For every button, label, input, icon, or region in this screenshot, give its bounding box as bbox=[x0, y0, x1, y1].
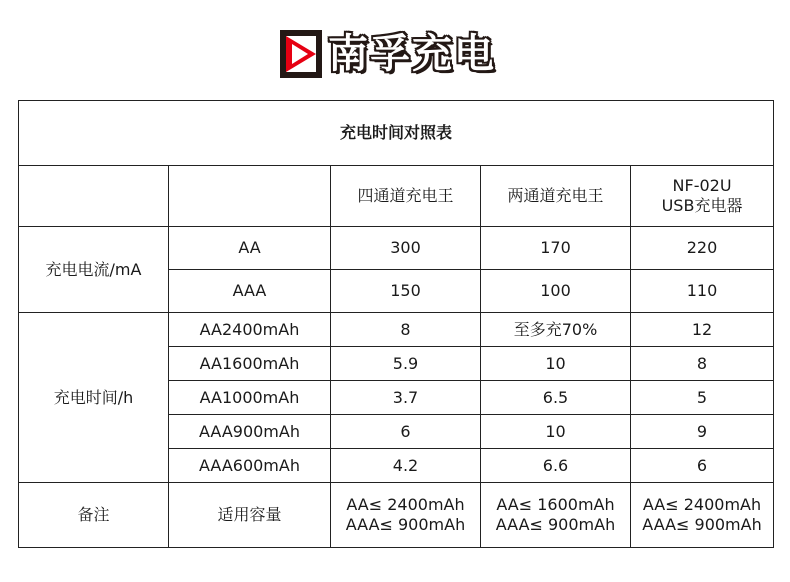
group-label-current: 充电电流/mA bbox=[19, 227, 169, 313]
value-cell: 10 bbox=[481, 415, 631, 449]
capacity-line: AA≤ 2400mAh bbox=[346, 495, 465, 514]
value-cell: 6.6 bbox=[481, 449, 631, 483]
battery-type-cell: AA1600mAh bbox=[169, 347, 331, 381]
column-header-line: USB充电器 bbox=[661, 196, 743, 215]
value-cell: 9 bbox=[631, 415, 774, 449]
battery-type-cell: AA2400mAh bbox=[169, 313, 331, 347]
value-cell: 12 bbox=[631, 313, 774, 347]
value-cell: 至多充70% bbox=[481, 313, 631, 347]
battery-type-cell: AAA600mAh bbox=[169, 449, 331, 483]
brand-mark-icon bbox=[278, 28, 324, 80]
table-row bbox=[19, 227, 774, 270]
value-cell: 4.2 bbox=[331, 449, 481, 483]
battery-type-cell: AAA bbox=[169, 270, 331, 313]
value-cell: 8 bbox=[331, 313, 481, 347]
table-row bbox=[19, 313, 774, 347]
value-cell: 220 bbox=[631, 227, 774, 270]
capacity-cell bbox=[631, 483, 774, 548]
battery-type-cell: AAA900mAh bbox=[169, 415, 331, 449]
column-header: 四通道充电王 bbox=[331, 166, 481, 227]
table-header-row bbox=[19, 166, 774, 227]
value-cell: 110 bbox=[631, 270, 774, 313]
group-label-time: 充电时间/h bbox=[19, 313, 169, 483]
group-label-note: 备注 bbox=[19, 483, 169, 548]
table-row bbox=[19, 483, 774, 548]
value-cell: 5.9 bbox=[331, 347, 481, 381]
column-header bbox=[631, 166, 774, 227]
value-cell: 300 bbox=[331, 227, 481, 270]
value-cell: 150 bbox=[331, 270, 481, 313]
column-header: 两通道充电王 bbox=[481, 166, 631, 227]
capacity-cell bbox=[331, 483, 481, 548]
capacity-line: AA≤ 2400mAh bbox=[642, 495, 762, 514]
capacity-cell bbox=[481, 483, 631, 548]
value-cell: 6.5 bbox=[481, 381, 631, 415]
table-title: 充电时间对照表 bbox=[19, 101, 774, 166]
battery-type-cell: AA1000mAh bbox=[169, 381, 331, 415]
brand-logo bbox=[278, 26, 512, 82]
capacity-line: AAA≤ 900mAh bbox=[495, 515, 616, 534]
value-cell: 10 bbox=[481, 347, 631, 381]
value-cell: 6 bbox=[331, 415, 481, 449]
value-cell: 8 bbox=[631, 347, 774, 381]
capacity-line: AAA≤ 900mAh bbox=[345, 515, 466, 534]
battery-type-cell: 适用容量 bbox=[169, 483, 331, 548]
value-cell: 100 bbox=[481, 270, 631, 313]
capacity-line: AAA≤ 900mAh bbox=[642, 515, 762, 534]
battery-type-cell: AA bbox=[169, 227, 331, 270]
header-empty-2 bbox=[169, 166, 331, 227]
column-header-line: NF-02U bbox=[672, 176, 732, 195]
value-cell: 5 bbox=[631, 381, 774, 415]
value-cell: 170 bbox=[481, 227, 631, 270]
charge-time-table bbox=[18, 100, 774, 548]
value-cell: 3.7 bbox=[331, 381, 481, 415]
value-cell: 6 bbox=[631, 449, 774, 483]
header-empty-1 bbox=[19, 166, 169, 227]
capacity-line: AA≤ 1600mAh bbox=[496, 495, 615, 514]
brand-name: 南孚充电 bbox=[328, 31, 496, 77]
